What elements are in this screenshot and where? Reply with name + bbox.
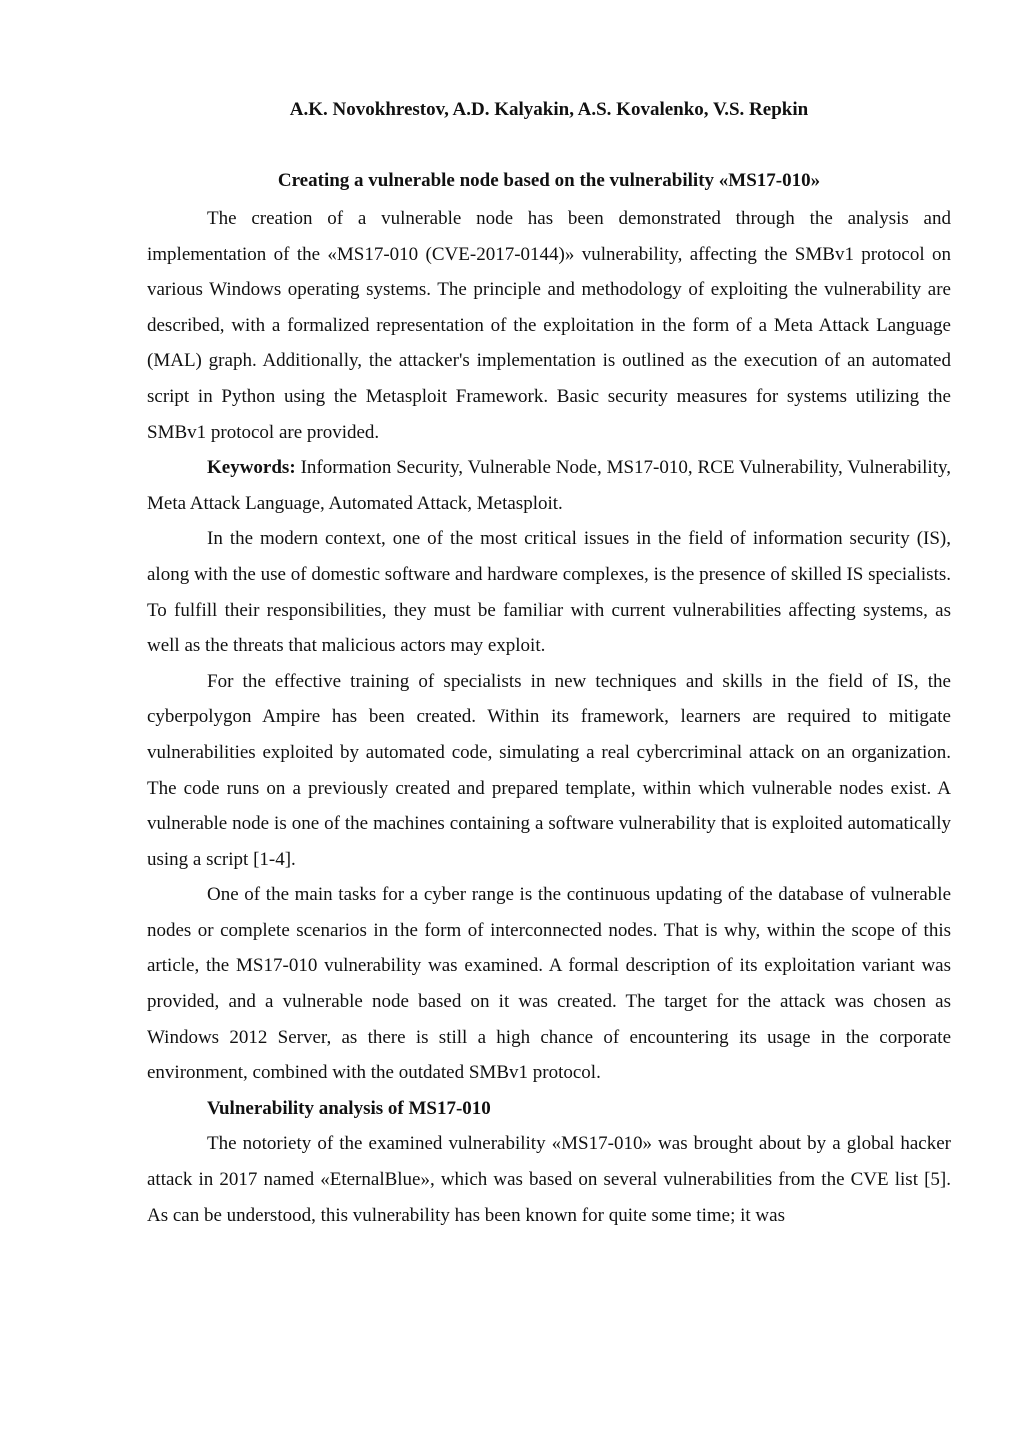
body-paragraph: One of the main tasks for a cyber range is the continuous updating of the database of vulnerable nodes or complete scenarios in the form of interconnected nodes. That is why, within the scope of this article, the MS17-010 vulnerability was examined. A formal description of its exploitation variant was provided, and a vulnerable node based on it was created. The target for the attack was chosen as Windows 2012 Server, as there is still a high chance of encountering its usage in the corporate environment, combined with the outdated SMBv1 protocol. [147,884,951,1084]
section-heading: Vulnerability analysis of MS17-010 [207,1097,491,1119]
paper-title: Creating a vulnerable node based on the vulnerability «MS17-010» [277,170,821,191]
document-page [147,90,951,1233]
body-paragraph: For the effective training of specialists in new techniques and skills in the field of IS, the cyberpolygon Ampire has been created. Within its framework, learners are required to mitigate vulnerabilities exploited by automated code, simulating a real cybercriminal attack on an organization. The code runs on a previously created and prepared template, within which vulnerable nodes exist. A vulnerable node is one of the machines containing a software vulnerability that is exploited automatically using a script [1-4]. [147,670,951,870]
body-paragraph: The notoriety of the examined vulnerability «MS17-010» was brought about by a global hacker attack in 2017 named «EternalBlue», which was based on several vulnerabilities from the CVE list [5]. As can be understood, this vulnerability has been known for quite some time; it was [147,1133,951,1226]
authors: A.K. Novokhrestov, A.D. Kalyakin, A.S. Kovalenko, V.S. Repkin [289,99,809,120]
keywords-paragraph [147,450,951,521]
abstract-paragraph: The creation of a vulnerable node has been demonstrated through the analysis and implementation of the «MS17-010 (CVE-2017-0144)» vulnerability, affecting the SMBv1 protocol on various Windows operating systems. The principle and methodology of exploiting the vulnerability are described, with a formalized representation of the exploitation in the form of a Meta Attack Language (MAL) graph. Additionally, the attacker's implementation is outlined as the execution of an automated script in Python using the Metasploit Framework. Basic security measures for systems utilizing the SMBv1 protocol are provided. [147,208,951,443]
keywords-label: Keywords: [207,457,296,479]
body-paragraph: In the modern context, one of the most critical issues in the field of information security (IS), along with the use of domestic software and hardware complexes, is the presence of skilled IS specialists. To fulfill their responsibilities, they must be familiar with current vulnerabilities affecting systems, as well as the threats that malicious actors may exploit. [147,528,951,657]
keywords-text: Information Security, Vulnerable Node, MS17-010, RCE Vulnerability, Vulnerability, Meta Attack Language, Automated Attack, Metasploit. [147,457,951,514]
